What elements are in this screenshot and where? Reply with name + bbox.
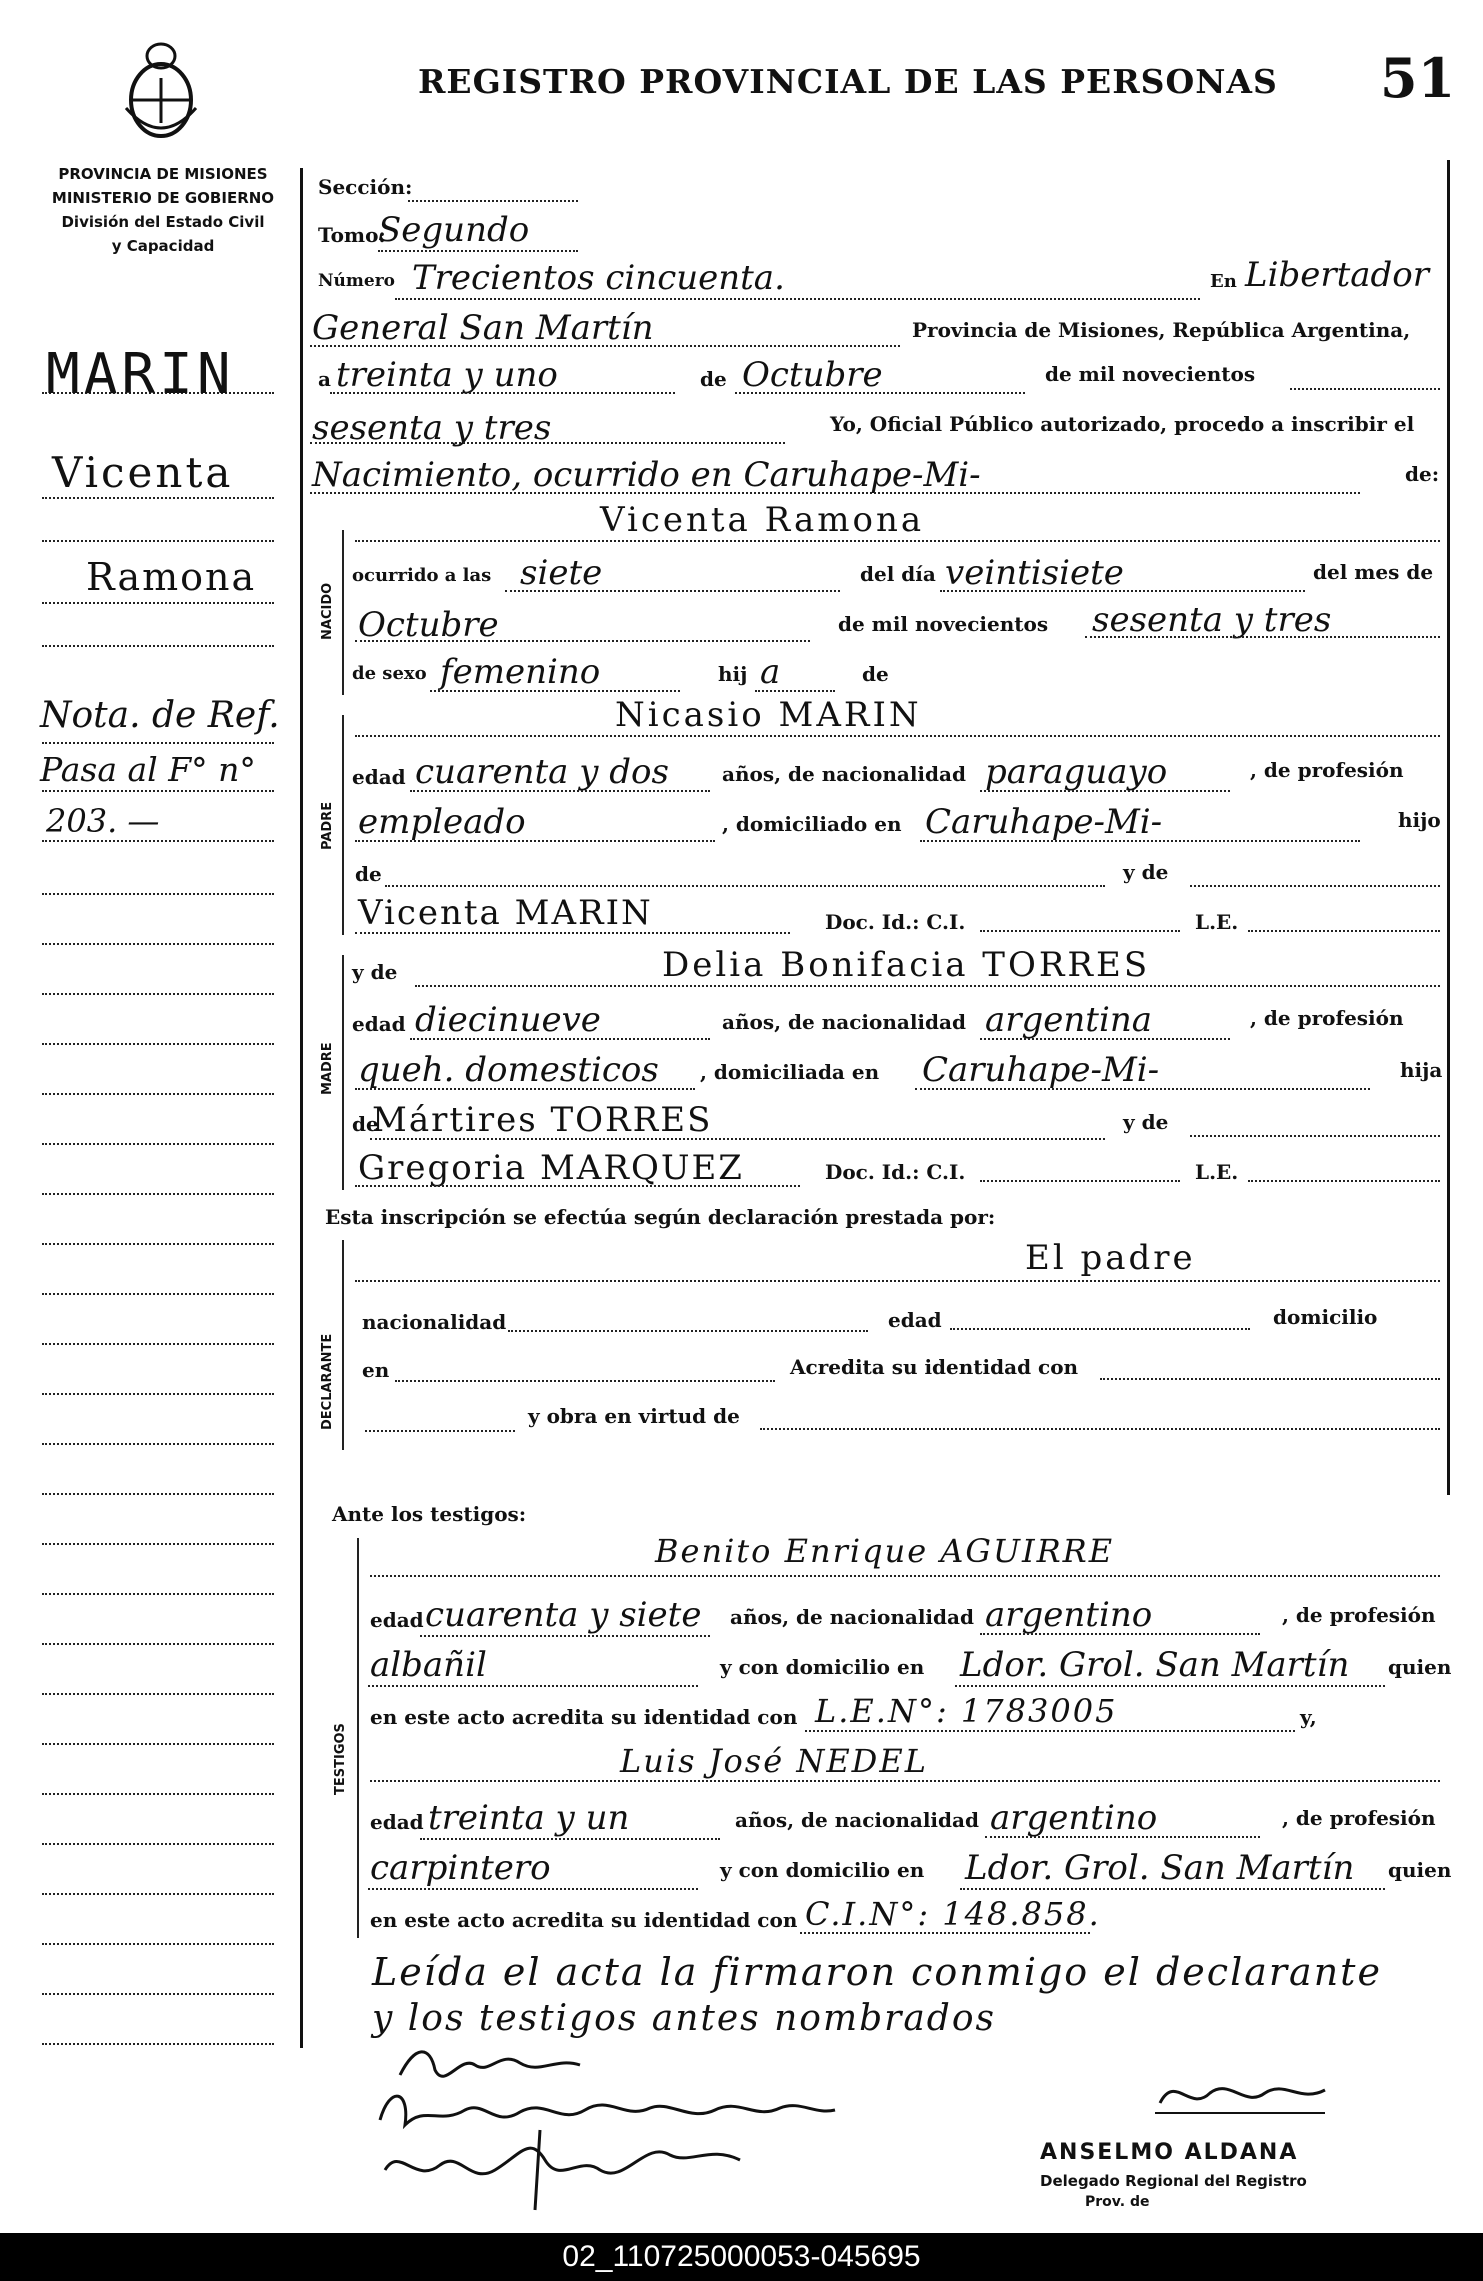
padre-doc-label: Doc. Id.: C.I. — [825, 910, 966, 934]
decl-acredita-label: Acredita su identidad con — [790, 1355, 1079, 1379]
seccion-label: Sección: — [318, 175, 413, 199]
w2-age: treinta y un — [428, 1798, 630, 1838]
padre-section-label: PADRE — [320, 801, 335, 850]
margin-first-name: Vicenta — [52, 448, 234, 497]
madre-father-value: Mártires TORRES — [372, 1100, 713, 1140]
w1-nac-label: años, de nacionalidad — [730, 1605, 974, 1629]
padre-nac-label: años, de nacionalidad — [722, 762, 966, 786]
province-text: Provincia de Misiones, República Argentina, — [912, 318, 1411, 342]
margin-note-line-3: 203. — — [46, 802, 160, 840]
madre-prof-label: , de profesión — [1250, 1006, 1404, 1030]
nacido-mil-label: de mil novecientos — [838, 612, 1049, 636]
month-value: Octubre — [742, 355, 883, 395]
sexo-label: de sexo — [352, 663, 427, 684]
madre-dom-label: , domiciliada en — [700, 1060, 880, 1084]
nacido-year-value: sesenta y tres — [1092, 600, 1332, 640]
signature-official — [1150, 2068, 1330, 2123]
day-value: treinta y uno — [336, 355, 558, 395]
page-title: REGISTRO PROVINCIAL DE LAS PERSONAS — [418, 62, 1278, 101]
madre-profession-value: queh. domesticos — [358, 1050, 659, 1090]
madre-doc-label: Doc. Id.: C.I. — [825, 1160, 966, 1184]
official-title: Delegado Regional del Registro — [1040, 2172, 1307, 2190]
acto-value: Nacimiento, ocurrido en Caruhape-Mi- — [312, 455, 981, 495]
w1-domicile: Ldor. Grol. San Martín — [960, 1645, 1350, 1685]
padre-domicile-value: Caruhape-Mi- — [925, 802, 1163, 842]
w1-edad-label: edad — [370, 1608, 424, 1632]
en-label: En — [1210, 271, 1237, 292]
decl-edad-label: edad — [888, 1308, 942, 1332]
w1-quien: quien — [1388, 1655, 1452, 1679]
coat-of-arms-icon — [118, 38, 204, 143]
madre-nac-label: años, de nacionalidad — [722, 1010, 966, 1034]
official-sub: Prov. de — [1085, 2194, 1150, 2210]
place-value-1: Libertador — [1245, 255, 1430, 295]
numero-label: Número — [318, 271, 395, 291]
madre-hija-label: hija — [1400, 1058, 1443, 1082]
w1-nationality: argentino — [985, 1595, 1153, 1635]
mil-label: de mil novecientos — [1045, 362, 1256, 386]
padre-prof-label: , de profesión — [1250, 758, 1404, 782]
province-label: PROVINCIA DE MISIONES — [58, 165, 268, 183]
decl-dom-label: domicilio — [1273, 1305, 1378, 1329]
declarante-section-label: DECLARANTE — [320, 1333, 335, 1430]
closing-line-2: y los testigos antes nombrados — [372, 1998, 996, 2039]
a-label: a — [318, 367, 331, 391]
w2-nac-label: años, de nacionalidad — [735, 1808, 979, 1832]
w1-age: cuarenta y siete — [425, 1595, 702, 1635]
tomo-label: Tomo: — [318, 223, 386, 247]
dia-label: del día — [860, 562, 936, 586]
decl-en-label: en — [362, 1358, 390, 1382]
w1-id: L.E.N°: 1783005 — [815, 1692, 1118, 1730]
nacido-day-value: veintisiete — [945, 553, 1124, 593]
nacido-month-value: Octubre — [358, 605, 499, 645]
w2-acredita-label: en este acto acredita su identidad con — [370, 1908, 798, 1932]
tomo-value: Segundo — [378, 210, 530, 250]
page-number: 51 — [1380, 46, 1456, 110]
madre-domicile-value: Caruhape-Mi- — [922, 1050, 1160, 1090]
w2-edad-label: edad — [370, 1810, 424, 1834]
w1-name: Benito Enrique AGUIRRE — [655, 1532, 1115, 1570]
madre-nationality-value: argentina — [985, 1000, 1153, 1040]
madre-de-label: de — [352, 1112, 379, 1136]
nacido-section-label: NACIDO — [320, 582, 335, 640]
w1-y: y, — [1300, 1705, 1317, 1729]
margin-surname: MARIN — [46, 342, 235, 407]
year-value: sesenta y tres — [312, 408, 552, 448]
testigos-section-label: TESTIGOS — [333, 1723, 348, 1795]
de-colon-label: de: — [1405, 462, 1440, 486]
oficial-text: Yo, Oficial Público autorizado, procedo a inscribir el — [830, 412, 1415, 436]
padre-profession-value: empleado — [358, 802, 526, 842]
decl-nac-label: nacionalidad — [362, 1310, 507, 1334]
margin-note-line-2: Pasa al F° n° — [40, 750, 256, 789]
w1-acredita-label: en este acto acredita su identidad con — [370, 1705, 798, 1729]
w2-id: C.I.N°: 148.858. — [805, 1895, 1101, 1933]
nacido-de-label: de — [862, 662, 889, 686]
madre-edad-label: edad — [352, 1012, 406, 1036]
madre-yde2-label: y de — [1123, 1110, 1169, 1134]
declaracion-text: Esta inscripción se efectúa según declaración prestada por: — [325, 1205, 996, 1229]
padre-nationality-value: paraguayo — [985, 752, 1168, 792]
w2-profession: carpintero — [370, 1848, 551, 1888]
w2-prof-label: , de profesión — [1282, 1806, 1436, 1830]
madre-mother-value: Gregoria MARQUEZ — [358, 1148, 744, 1188]
signature-witness-2 — [370, 2125, 750, 2215]
hour-value: siete — [520, 553, 603, 593]
hij-label: hij — [718, 662, 748, 686]
ocurrido-label: ocurrido a las — [352, 565, 492, 586]
madre-yde-label: y de — [352, 960, 398, 984]
ministry-label: MINISTERIO DE GOBIERNO — [51, 189, 275, 207]
madre-age-value: diecinueve — [415, 1000, 601, 1040]
w1-dom-label: y con domicilio en — [720, 1655, 925, 1679]
padre-de-label: de — [355, 862, 382, 886]
division-label-2: y Capacidad — [111, 237, 215, 255]
padre-yde-label: y de — [1123, 860, 1169, 884]
division-label: División del Estado Civil — [61, 213, 265, 231]
de-label: de — [700, 367, 727, 391]
declarant-value: El padre — [1025, 1238, 1196, 1278]
madre-name: Delia Bonifacia TORRES — [662, 945, 1151, 985]
testigos-intro: Ante los testigos: — [332, 1502, 527, 1526]
place-value-2: General San Martín — [312, 308, 654, 348]
official-name: ANSELMO ALDANA — [1040, 2140, 1299, 2165]
w2-name: Luis José NEDEL — [620, 1742, 928, 1780]
sexo-value: femenino — [440, 652, 601, 692]
closing-line-1: Leída el acta la firmaron conmigo el declarante — [372, 1950, 1382, 1994]
margin-divider — [300, 168, 303, 2048]
padre-name: Nicasio MARIN — [615, 695, 922, 735]
w2-dom-label: y con domicilio en — [720, 1858, 925, 1882]
w2-domicile: Ldor. Grol. San Martín — [965, 1848, 1355, 1888]
footer-id: 02_110725000053-045695 — [562, 2240, 921, 2273]
madre-section-label: MADRE — [320, 1042, 335, 1095]
margin-note-line-1: Nota. de Ref. — [40, 695, 280, 736]
numero-value: Trecientos cincuenta. — [412, 258, 785, 298]
madre-le-label: L.E. — [1195, 1160, 1239, 1184]
margin-second-name: Ramona — [86, 555, 257, 599]
mes-label: del mes de — [1313, 560, 1434, 584]
right-border — [1447, 160, 1450, 1495]
w2-quien: quien — [1388, 1858, 1452, 1882]
padre-hijo-label: hijo — [1398, 808, 1441, 832]
w1-profession: albañil — [370, 1645, 487, 1685]
decl-obra-label: y obra en virtud de — [528, 1404, 740, 1428]
padre-age-value: cuarenta y dos — [415, 752, 669, 792]
w1-prof-label: , de profesión — [1282, 1603, 1436, 1627]
w2-nationality: argentino — [990, 1798, 1158, 1838]
padre-le-label: L.E. — [1195, 910, 1239, 934]
hij-value: a — [760, 652, 781, 692]
nacido-name: Vicenta Ramona — [600, 500, 925, 540]
padre-dom-label: , domiciliado en — [722, 812, 902, 836]
padre-edad-label: edad — [352, 765, 406, 789]
padre-mother-value: Vicenta MARIN — [358, 893, 653, 933]
